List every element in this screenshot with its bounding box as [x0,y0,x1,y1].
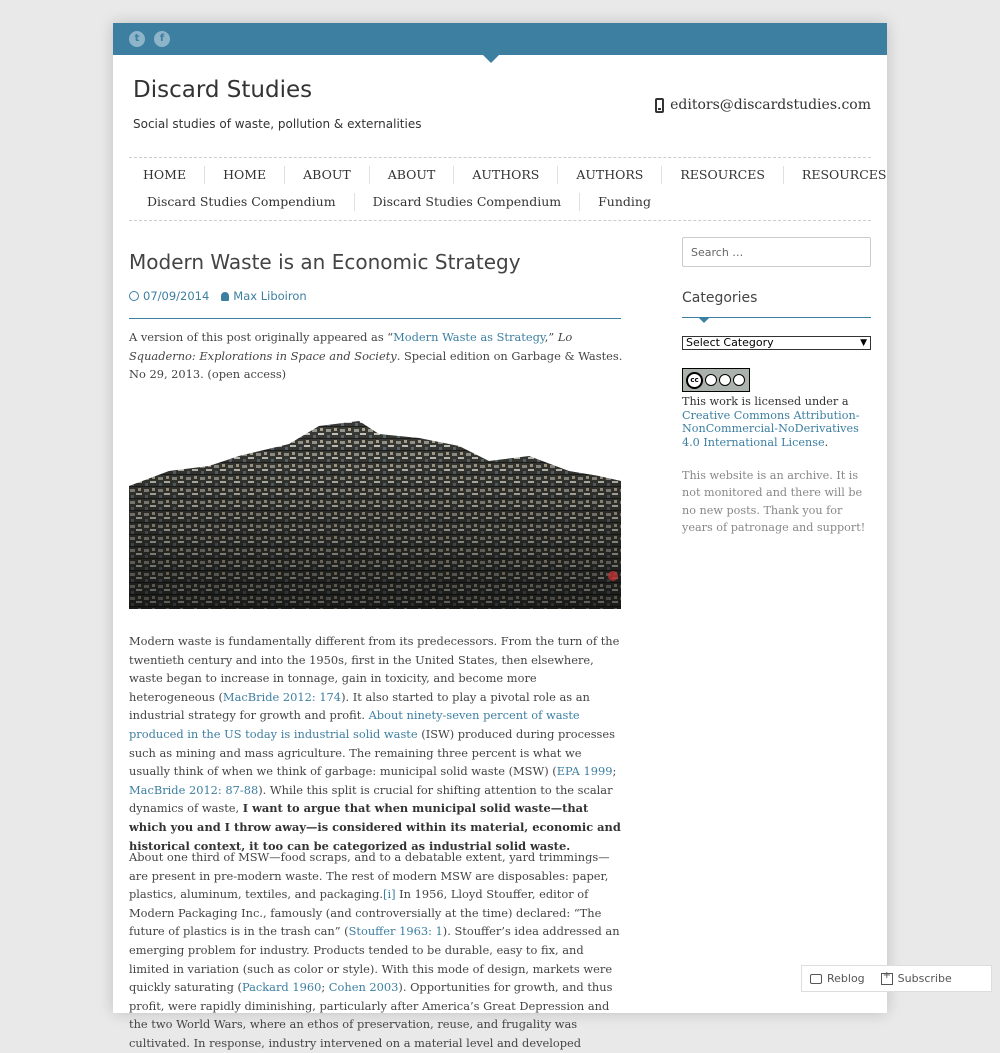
citation-link[interactable]: Packard 1960 [241,980,322,995]
footnote-link[interactable]: [i] [383,887,396,902]
post-date[interactable] [129,289,209,303]
nav-item-resources[interactable]: RESOURCES [801,167,887,182]
citation-link[interactable]: Cohen 2003 [328,980,399,995]
contact-email[interactable] [655,97,871,113]
intro-text: . Special edition on Garbage & Wastes. No 29, 2013. (open access) [129,348,623,382]
categories-title: Categories [682,290,758,306]
p1-text: ; [612,764,617,779]
isw-link[interactable]: About ninety-seven percent of waste produced in the US today is industrial solid waste [129,708,580,741]
nav-row-2 [129,193,669,211]
subscribe-label: Subscribe [897,972,952,985]
top-bar [113,23,887,55]
p1-text: ). It also started to play a pivotal role as an industrial strategy for growth and profit. [129,689,590,723]
p2-text: ; [321,980,329,995]
body-paragraph-2 [129,848,623,1053]
citation-link[interactable]: MacBride 2012: 87-88 [129,782,259,797]
post-meta [129,289,307,303]
main-navigation [129,157,887,221]
top-bar-notch [483,55,499,63]
nav-item-compendium[interactable]: Discard Studies Compendium [355,193,581,211]
nav-item-about[interactable]: ABOUT [285,166,370,184]
reblog-label: Reblog [827,972,865,985]
creative-commons-badge[interactable] [682,368,750,392]
cc-logo-icon: cc [686,372,703,389]
license-prefix: This work is licensed under a [682,395,849,408]
chevron-down-icon: ▼ [860,338,867,348]
intro-link[interactable]: Modern Waste as Strategy [393,330,545,344]
nav-row-1 [129,166,904,184]
archive-note: This website is an archive. It is not monitored and there will be no new posts. Thank you for years of patronage and support! [682,469,866,535]
category-select-value: Select Category [686,336,774,349]
action-bar [801,965,992,992]
p2-text: ). Stouffer’s idea addressed an emerging problem for industry. Products tended to be durable, easy to fix, and limited in variation (such as color or style). With this mode of design, markets were quickly saturating ( [129,924,620,995]
citation-link[interactable]: EPA 1999 [556,764,613,779]
p2-text: In 1956, Lloyd Stouffer, editor of Modern Packaging Inc., famously (and controversially at the time) declared: “The future of plastics is in the trash can” ( [129,887,602,939]
clock-icon [129,291,139,301]
site-tagline: Social studies of waste, pollution & externalities [133,117,422,131]
post-author-text[interactable]: Max Liboiron [233,289,307,303]
nav-item-about[interactable]: ABOUT [370,166,455,184]
email-text[interactable]: editors@discardstudies.com [670,97,871,113]
p1-text: ). While this split is crucial for shifting attention to the scalar dynamics of waste, [129,782,613,816]
p2-text: About one third of MSW—food scraps, and to a debatable extent, yard trimmings—are present in pre-modern waste. The rest of modern MSW are disposables: paper, plastics, aluminum, textiles, and packaging. [129,850,610,902]
subscribe-icon [881,973,893,985]
nav-item-funding[interactable]: Funding [598,194,651,209]
intro-paragraph [129,328,623,384]
p1-text: Modern waste is fundamentally different from its predecessors. From the turn of the twentieth century and into the 1950s, first in the United States, then elsewhere, waste began to increase in tonnage, gain in toxicity, and become more heterogeneous ( [129,634,620,704]
post-title[interactable]: Modern Waste is an Economic Strategy [129,250,521,274]
license-link[interactable]: Creative Commons Attribution-NonCommercial-NoDerivatives 4.0 International License [682,408,860,449]
journal-title: Lo Squaderno: Explorations in Space and Society [129,330,573,363]
meta-divider [129,318,621,319]
p1-bold-claim: I want to argue that when municipal solid waste—that which you and I throw away—is considered within its material, economic and historical context, it too can be categorized as industrial solid waste. [129,801,621,853]
post-date-text[interactable]: 07/09/2014 [143,289,210,303]
nav-item-home[interactable]: HOME [129,166,205,184]
license-suffix: . [824,435,829,449]
widget-notch [699,318,709,323]
reblog-icon [810,974,822,984]
nav-item-home[interactable]: HOME [205,166,285,184]
site-title[interactable]: Discard Studies [133,77,313,103]
intro-text: ,” [544,330,558,344]
intro-text: A version of this post originally appeared as “ [129,330,394,344]
citation-link[interactable]: MacBride 2012: 174 [222,689,342,704]
subscribe-button[interactable] [873,972,960,985]
post-author[interactable] [221,289,306,303]
search-input[interactable]: Search … [682,237,871,267]
p2-text: ). Opportunities for growth, and thus profit, were rapidly diminishing, particularly after America’s Great Depression and the two World Wars, where an ethos of preservation, reuse, and frugality was cultivated. In response, industry intervened on a material level and developed [129,980,613,1050]
widget-divider [682,317,871,318]
nav-item-resources[interactable]: RESOURCES [662,166,784,184]
waste-bales-image [129,416,621,609]
nc-icon [719,374,731,386]
by-icon [705,374,717,386]
reblog-button[interactable] [802,972,873,985]
user-icon [221,292,229,301]
p1-text: (ISW) produced during processes such as mining and mass agriculture. The remaining three percent is what we usually think of when we think of garbage: municipal solid waste (MSW) ( [129,726,615,779]
page-container [113,23,887,1050]
citation-link[interactable]: Stouffer 1963: 1 [348,924,443,939]
facebook-icon[interactable]: f [154,31,170,47]
nav-item-compendium[interactable]: Discard Studies Compendium [129,193,355,211]
nd-icon [733,374,745,386]
nav-item-authors[interactable]: AUTHORS [558,166,662,184]
category-select[interactable] [682,336,871,350]
phone-icon [655,98,664,113]
nav-item-authors[interactable]: AUTHORS [454,166,558,184]
license-text [682,395,871,449]
body-paragraph-1 [129,632,623,855]
twitter-icon[interactable]: t [129,31,145,47]
